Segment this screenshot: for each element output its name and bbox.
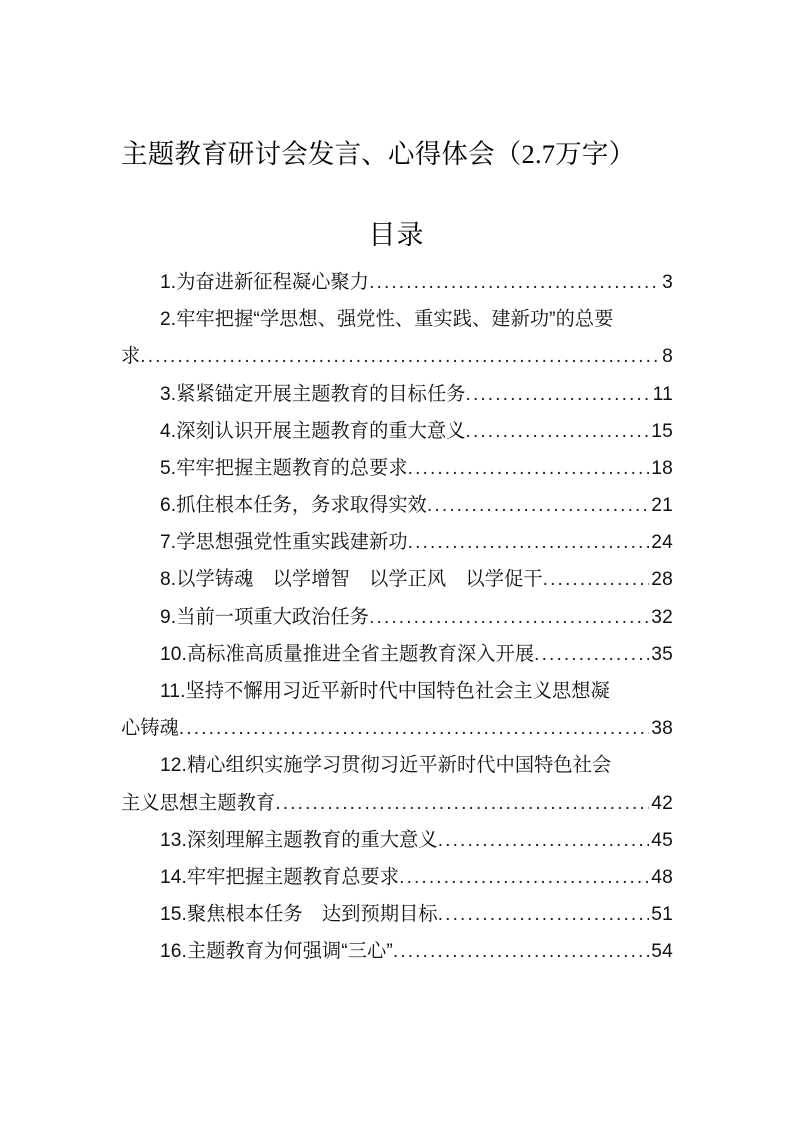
toc-entry[interactable] bbox=[121, 487, 673, 524]
toc-dot-leader bbox=[466, 376, 651, 413]
toc-entry-title: 4.深刻认识开展主题教育的重大意义 bbox=[160, 420, 466, 442]
toc-entry-line bbox=[121, 599, 673, 636]
toc-entry-title: 13.深刻理解主题教育的重大意义 bbox=[160, 829, 438, 851]
toc-entry-title-continued: 求 bbox=[121, 346, 141, 368]
toc-entry[interactable] bbox=[121, 562, 673, 599]
toc-entry-line bbox=[121, 673, 673, 710]
toc-entry[interactable] bbox=[121, 933, 673, 970]
toc-dot-leader bbox=[543, 562, 650, 599]
toc-entry-title-continued: 心铸魂 bbox=[121, 718, 179, 740]
toc-entry-title: 1.为奋进新征程凝心聚力 bbox=[160, 271, 370, 293]
toc-dot-leader bbox=[466, 413, 650, 450]
toc-dot-leader bbox=[140, 338, 660, 375]
toc-dot-leader bbox=[438, 896, 650, 933]
toc-entry-line bbox=[121, 859, 673, 896]
toc-dot-leader bbox=[427, 487, 649, 524]
toc-page-number: 48 bbox=[651, 866, 673, 888]
toc-entry[interactable] bbox=[121, 747, 673, 821]
toc-entry-title: 8.以学铸魂 以学增智 以学正风 以学促干 bbox=[160, 569, 543, 591]
toc-page-number: 42 bbox=[651, 792, 673, 814]
toc-page-number: 18 bbox=[651, 457, 673, 479]
toc-dot-leader bbox=[399, 859, 649, 896]
toc-entry-line bbox=[121, 636, 673, 673]
toc-entry-line bbox=[121, 524, 673, 561]
toc-entry-line bbox=[121, 264, 673, 301]
toc-entry[interactable] bbox=[121, 524, 673, 561]
toc-entry-line bbox=[121, 562, 673, 599]
toc-page-number: 32 bbox=[651, 606, 673, 628]
toc-heading: 目录 bbox=[368, 220, 425, 250]
toc-page-number: 21 bbox=[651, 495, 673, 517]
toc-entry-line bbox=[121, 933, 673, 970]
toc-dot-leader bbox=[534, 636, 649, 673]
toc-entry-title: 15.聚焦根本任务 达到预期目标 bbox=[160, 904, 438, 926]
toc-entry-title: 6.抓住根本任务，务求取得实效 bbox=[160, 495, 427, 517]
page-title: 主题教育研讨会发言、心得体会（2.7万字） bbox=[121, 139, 636, 169]
toc-dot-leader bbox=[369, 264, 660, 301]
toc-page-number: 28 bbox=[651, 569, 673, 591]
toc-entry-line bbox=[121, 487, 673, 524]
toc-entry[interactable] bbox=[121, 301, 673, 375]
toc-page-number: 38 bbox=[651, 718, 673, 740]
toc-entry[interactable] bbox=[121, 896, 673, 933]
toc-page-number: 11 bbox=[652, 383, 673, 405]
toc-page-number: 15 bbox=[651, 420, 673, 442]
toc-entry[interactable] bbox=[121, 376, 673, 413]
toc-entry-line bbox=[121, 822, 673, 859]
toc-entry-line bbox=[121, 747, 673, 784]
toc-entry-line bbox=[121, 450, 673, 487]
toc-dot-leader bbox=[408, 450, 650, 487]
toc-entry-line bbox=[121, 413, 673, 450]
toc-dot-leader bbox=[179, 710, 649, 747]
toc-entry-title: 11.坚持不懈用习近平新时代中国特色社会主义思想凝 bbox=[160, 681, 610, 703]
toc-entry[interactable] bbox=[121, 264, 673, 301]
toc-dot-leader bbox=[393, 933, 649, 970]
toc-page-number: 8 bbox=[662, 346, 673, 368]
toc-entry[interactable] bbox=[121, 673, 673, 747]
toc-entry-title: 16.主题教育为何强调“三心” bbox=[160, 941, 393, 963]
toc-entry-line bbox=[121, 301, 673, 338]
toc-page-number: 35 bbox=[651, 643, 673, 665]
toc-entry-line bbox=[121, 896, 673, 933]
toc-dot-leader bbox=[438, 822, 650, 859]
toc-entry[interactable] bbox=[121, 636, 673, 673]
toc-page-number: 45 bbox=[651, 829, 673, 851]
toc-entry-title-continued: 主义思想主题教育 bbox=[121, 792, 276, 814]
toc-page-number: 24 bbox=[651, 532, 673, 554]
toc-entry-title: 12.精心组织实施学习贯彻习近平新时代中国特色社会 bbox=[160, 755, 612, 777]
toc-entry-line bbox=[121, 338, 673, 375]
toc-entry[interactable] bbox=[121, 822, 673, 859]
toc-entry-title: 14.牢牢把握主题教育总要求 bbox=[160, 866, 400, 888]
table-of-contents bbox=[121, 264, 673, 971]
toc-entry[interactable] bbox=[121, 599, 673, 636]
toc-entry-title: 5.牢牢把握主题教育的总要求 bbox=[160, 457, 408, 479]
toc-entry-title: 3.紧紧锚定开展主题教育的目标任务 bbox=[160, 383, 466, 405]
toc-page-number: 54 bbox=[651, 941, 673, 963]
toc-entry[interactable] bbox=[121, 450, 673, 487]
toc-dot-leader bbox=[408, 524, 650, 561]
toc-entry-title: 2.牢牢把握“学思想、强党性、重实践、建新功”的总要 bbox=[160, 309, 614, 331]
toc-entry-line bbox=[121, 376, 673, 413]
toc-page-number: 3 bbox=[662, 271, 673, 293]
toc-page-number: 51 bbox=[651, 904, 673, 926]
toc-entry-line bbox=[121, 710, 673, 747]
toc-entry[interactable] bbox=[121, 413, 673, 450]
toc-dot-leader bbox=[369, 599, 649, 636]
toc-entry[interactable] bbox=[121, 859, 673, 896]
toc-entry-title: 9.当前一项重大政治任务 bbox=[160, 606, 370, 628]
toc-entry-line bbox=[121, 785, 673, 822]
toc-dot-leader bbox=[275, 785, 649, 822]
toc-entry-title: 10.高标准高质量推进全省主题教育深入开展 bbox=[160, 643, 535, 665]
toc-entry-title: 7.学思想强党性重实践建新功 bbox=[160, 532, 408, 554]
